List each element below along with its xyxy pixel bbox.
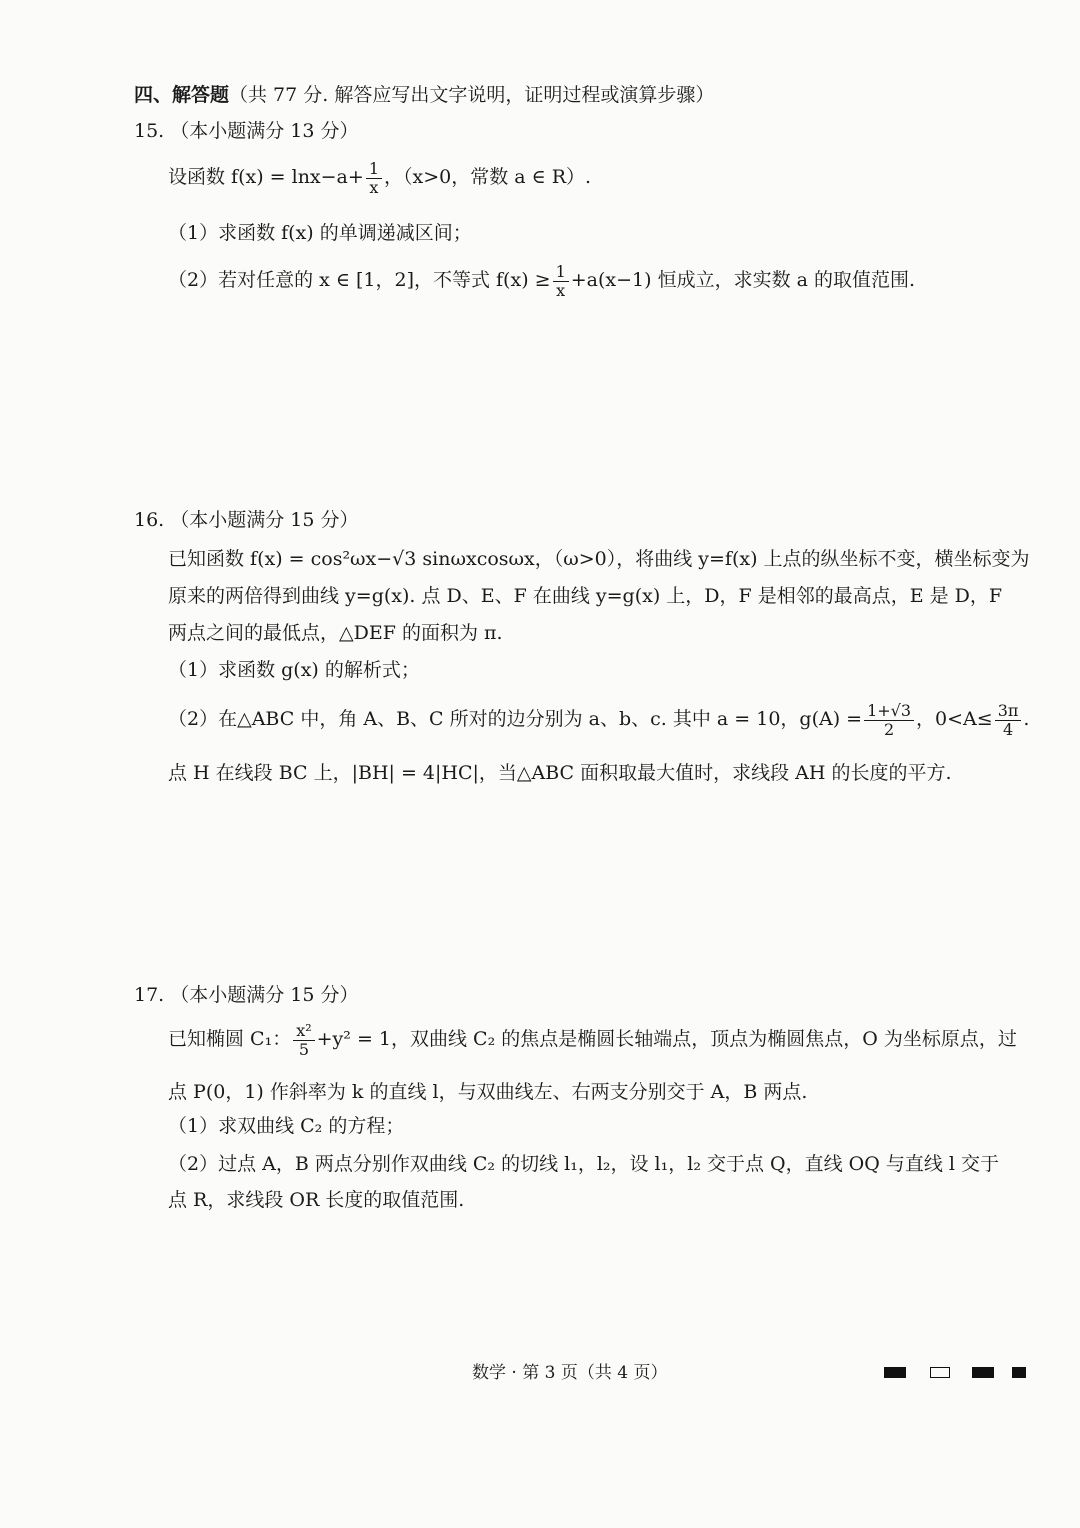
q16-part2-text-b: ，0<A≤	[916, 708, 993, 731]
q15-part2-text-b: +a(x−1) 恒成立，求实数 a 的取值范围.	[570, 269, 916, 292]
q15-stem-text-a: 设函数 f(x) = lnx−a+	[168, 166, 364, 189]
fraction-denominator: x	[556, 280, 566, 300]
q16-part2-fraction-1	[864, 702, 914, 738]
scan-mark-solid	[972, 1367, 994, 1378]
q17-stem-line2: 点 P(0，1) 作斜率为 k 的直线 l，与双曲线左、右两支分别交于 A，B 两点.	[168, 1081, 808, 1103]
scan-mark-solid	[884, 1367, 906, 1378]
q17-header: 17. （本小题满分 15 分）	[134, 984, 359, 1006]
q16-part2-line2: 点 H 在线段 BC 上，|BH| = 4|HC|，当△ABC 面积取最大值时，求线段 AH 的长度的平方.	[168, 762, 952, 784]
q15-stem	[168, 160, 591, 196]
fraction-numerator: 1+√3	[864, 702, 914, 721]
q16-part2-fraction-2	[995, 702, 1022, 738]
fraction-denominator: 2	[883, 719, 895, 739]
q17-stem-text-a: 已知椭圆 C₁：	[168, 1028, 292, 1051]
q15-part2-fraction	[553, 263, 569, 299]
q16-part1: （1）求函数 g(x) 的解析式；	[168, 659, 420, 681]
scan-mark-solid	[1012, 1367, 1026, 1378]
q17-part1: （1）求双曲线 C₂ 的方程；	[168, 1115, 405, 1137]
q17-stem-text-b: +y² = 1，双曲线 C₂ 的焦点是椭圆长轴端点，顶点为椭圆焦点，O 为坐标原点，过	[316, 1028, 1017, 1051]
q17-part2-line2: 点 R，求线段 OR 长度的取值范围.	[168, 1189, 465, 1211]
q15-stem-fraction	[366, 160, 382, 196]
q15-header: 15. （本小题满分 13 分）	[134, 120, 359, 142]
q16-stem-line3: 两点之间的最低点，△DEF 的面积为 π.	[168, 622, 503, 644]
scan-mark-hollow	[930, 1367, 950, 1378]
q16-stem-line1: 已知函数 f(x) = cos²ωx−√3 sinωxcosωx，（ω>0），将曲线 y=f(x) 上点的纵坐标不变，横坐标变为	[168, 548, 1030, 570]
fraction-denominator: 4	[1002, 719, 1014, 739]
section-title: 四、解答题	[134, 84, 230, 106]
page-footer-label: 数学 · 第 3 页（共 4 页）	[472, 1363, 668, 1383]
q17-part2-line1: （2）过点 A，B 两点分别作双曲线 C₂ 的切线 l₁，l₂，设 l₁，l₂ 交于点 Q，直线 OQ 与直线 l 交于	[168, 1153, 999, 1175]
q15-part1: （1）求函数 f(x) 的单调递减区间；	[168, 222, 472, 244]
q17-stem-line1	[168, 1022, 1017, 1058]
fraction-numerator: 3π	[995, 702, 1022, 721]
q15-part2	[168, 263, 915, 299]
section-note: （共 77 分. 解答应写出文字说明，证明过程或演算步骤）	[229, 84, 715, 106]
q16-part2-text-a: （2）在△ABC 中，角 A、B、C 所对的边分别为 a、b、c. 其中 a = 10，g(A) =	[168, 708, 863, 731]
fraction-numerator: 1	[366, 160, 382, 179]
section-header	[134, 84, 714, 107]
q15-stem-text-b: ，（x>0，常数 a ∈ R）.	[384, 166, 592, 189]
fraction-numerator: x²	[293, 1022, 314, 1041]
q15-part2-text-a: （2）若对任意的 x ∈ [1，2]，不等式 f(x) ≥	[168, 269, 551, 292]
fraction-numerator: 1	[553, 263, 569, 282]
q17-stem-fraction	[293, 1022, 314, 1058]
q16-part2	[168, 702, 1029, 738]
q16-header: 16. （本小题满分 15 分）	[134, 509, 359, 531]
fraction-denominator: 5	[298, 1039, 310, 1059]
q16-stem-line2: 原来的两倍得到曲线 y=g(x). 点 D、E、F 在曲线 y=g(x) 上，D，F 是相邻的最高点，E 是 D，F	[168, 585, 1003, 607]
q16-part2-text-c: .	[1023, 708, 1030, 731]
fraction-denominator: x	[369, 177, 379, 197]
